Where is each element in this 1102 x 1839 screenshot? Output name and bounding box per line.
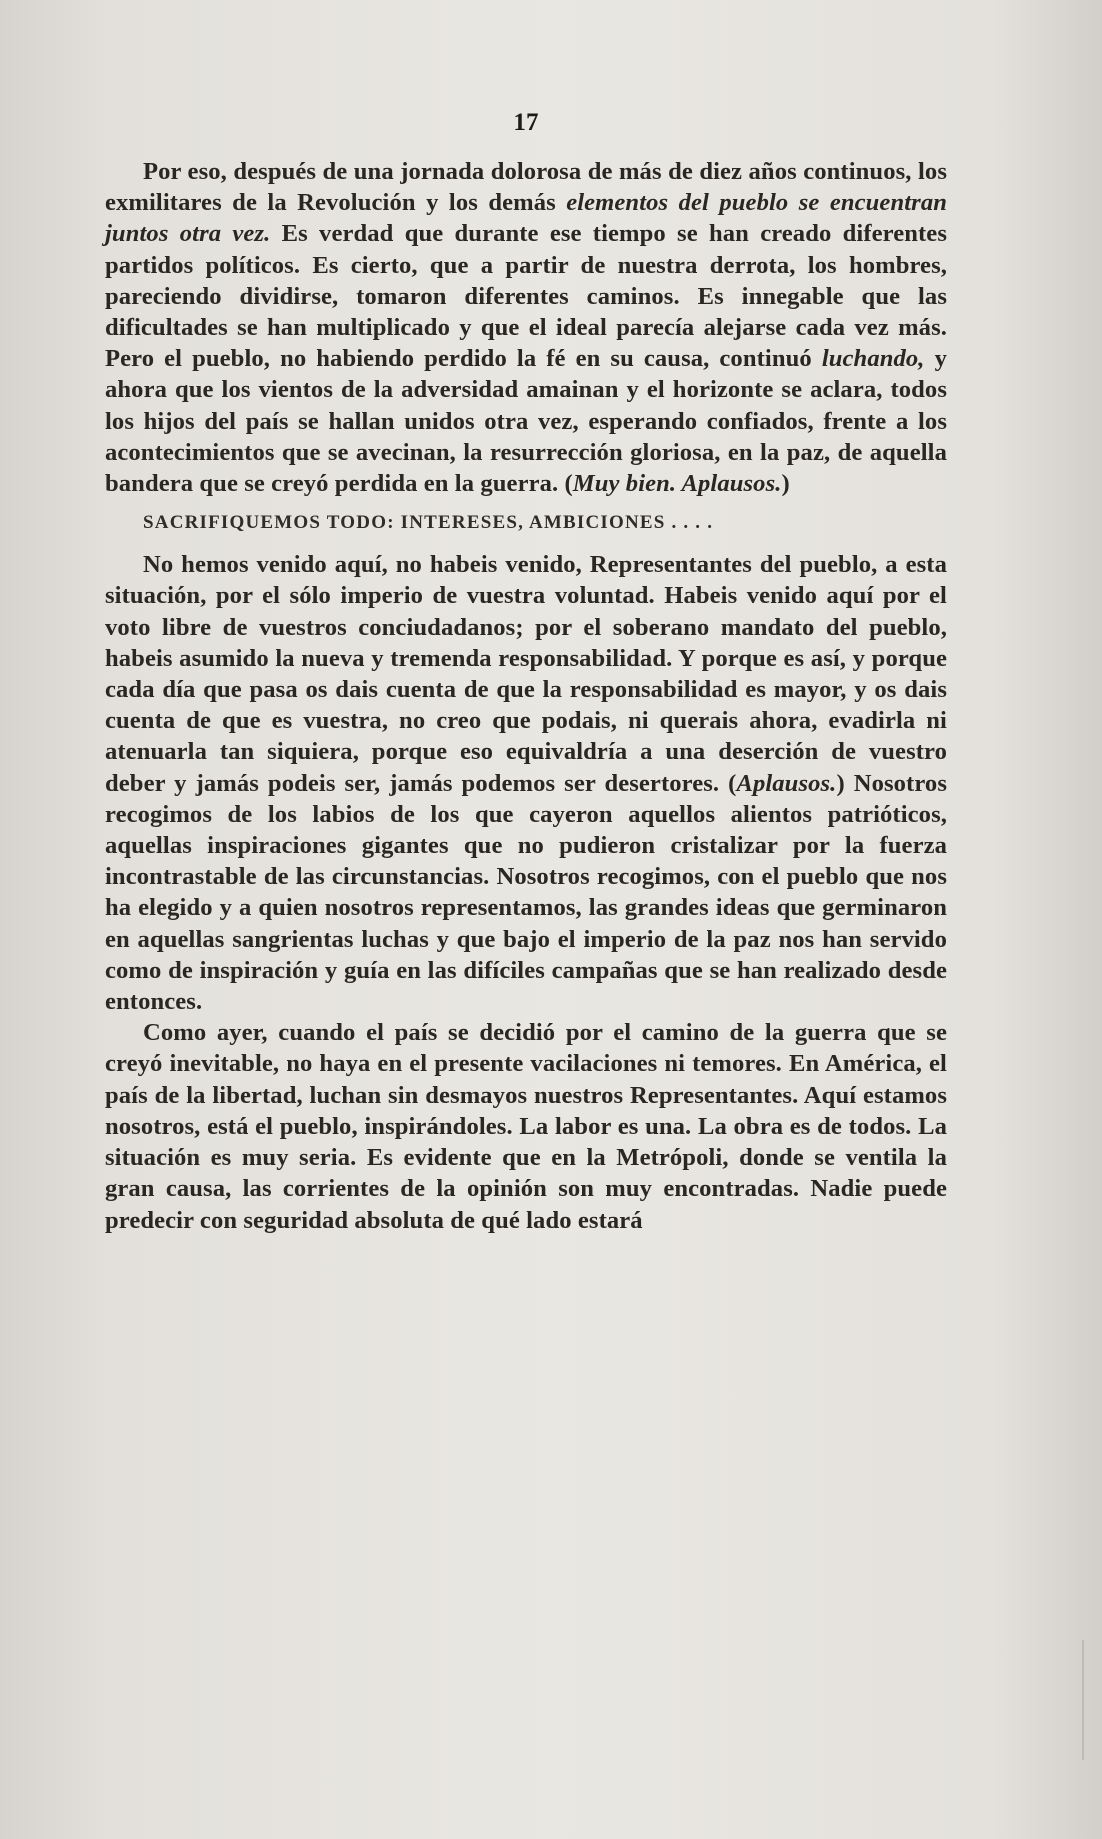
paragraph-1-text-continued: Es verdad que durante ese tiempo se han creado diferentes partidos políticos. Es cierto, que a partir de nuestra derrota, los hombres, pareciendo dividirse, tomaron diferentes caminos. Es innegable que las dificultades se han multiplicado y que el ideal parecía alejarse cada vez más. Pero el pueblo, no habiendo perdido la fé en su causa, continuó xyxy=(105,220,947,373)
paragraph-2-text: No hemos venido aquí, no habeis venido, Representantes del pueblo, a esta situación, por el sólo imperio de vuestra voluntad. Habeis venido aquí por el voto libre de vuestros conciudadanos; por el soberano mandato del pueblo, habeis asumido la nueva y tremenda responsabilidad. Y porque es así, y porque cada día que pasa os dais cuenta de que la responsabilidad es mayor, y os dais cuenta de que es vuestra, no creo que podais, ni querais ahora, evadirla ni atenuarla tan siquiera, porque eso equivaldría a una deserción de vuestro deber y jamás podeis ser, jamás podemos ser desertores. ( xyxy=(105,551,947,797)
paragraph-1-close-paren: ) xyxy=(781,470,790,498)
paragraph-2-text-continued: ) Nosotros recogimos de los labios de los que cayeron aquellos alientos patrióticos, aquellas inspiraciones gigantes que no pudieron cristalizar por la fuerza incontrastable de las circunstancias. Nosotros recogimos, con el pueblo que nos ha elegido y a quien nosotros representamos, las grandes ideas que germinaron en aquellas sangrientas luchas y que bajo el imperio de la paz nos han servido como de inspiración y guía en las difíciles campañas que se han realizado desde entonces. xyxy=(105,769,947,1016)
paragraph-2-applause-note: Aplausos. xyxy=(736,769,837,797)
paragraph-2 xyxy=(105,549,947,1017)
paragraph-1-applause-note: Muy bien. Aplausos. xyxy=(572,470,782,498)
paragraph-1-text-closing: y ahora que los vientos de la adversidad amainan y el horizonte se aclara, todos los hijos del país se hallan unidos otra vez, esperando confiados, frente a los acontecimientos que se avecinan, la resurrección gloriosa, en la paz, de aquella bandera que se creyó perdida en la guerra. ( xyxy=(105,345,947,498)
paragraph-1-italic-word: luchando, xyxy=(821,345,925,373)
page-text xyxy=(105,108,947,1236)
paragraph-3-text: Como ayer, cuando el país se decidió por el camino de la guerra que se creyó inevitable, no haya en el presente vacilaciones ni temores. En América, el país de la libertad, luchan sin desmayos nuestros Representantes. Aquí estamos nosotros, está el pueblo, inspirándoles. La labor es una. La obra es de todos. La situación es muy seria. Es evidente que en la Metrópoli, donde se ventila la gran causa, las corrientes de la opinión son muy encontradas. Nadie puede predecir con seguridad absoluta de qué lado estará xyxy=(105,1019,947,1234)
paragraph-1-italic-phrase: elementos del pueblo se encuentran juntos otra vez. xyxy=(105,189,947,248)
paragraph-3 xyxy=(105,1017,947,1235)
paragraph-1-text: Por eso, después de una jornada dolorosa de más de diez años continuos, los exmilitares de la Revolución y los demás xyxy=(105,158,947,217)
page-number: 17 xyxy=(513,109,539,136)
scan-artifact xyxy=(1082,1640,1084,1760)
section-heading: SACRIFIQUEMOS TODO: INTERESES, AMBICIONES . . . . xyxy=(143,512,714,534)
paragraph-1 xyxy=(105,156,947,499)
